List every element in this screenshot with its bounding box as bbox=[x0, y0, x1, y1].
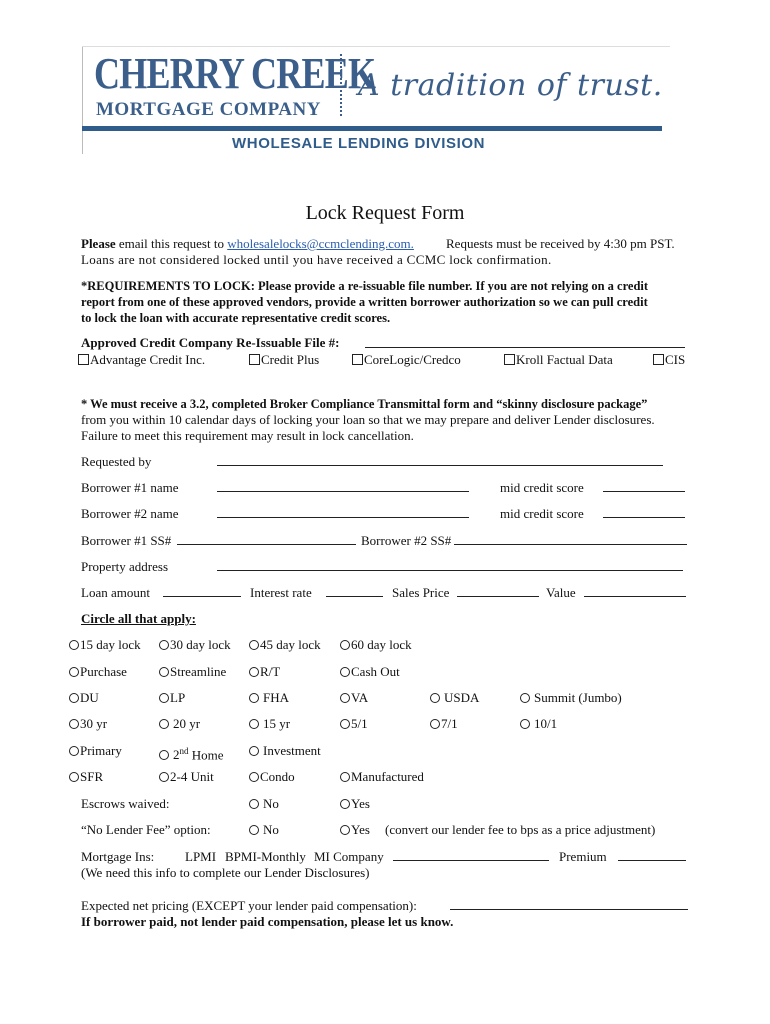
company-name-line2: MORTGAGE COMPANY bbox=[96, 99, 321, 120]
value-field[interactable] bbox=[584, 584, 686, 597]
option-2nd-home[interactable] bbox=[159, 743, 224, 763]
radio-circle[interactable] bbox=[430, 693, 440, 703]
option-label: 10/1 bbox=[534, 716, 558, 731]
option-label: Manufactured bbox=[351, 769, 424, 784]
option-label: Home bbox=[188, 747, 224, 763]
mortgage-ins-bpmi[interactable]: BPMI-Monthly bbox=[225, 849, 306, 864]
logo-frame-top bbox=[82, 46, 670, 47]
option-20-yr[interactable] bbox=[159, 716, 200, 732]
option-45-day-lock[interactable] bbox=[249, 637, 321, 653]
option-lp[interactable] bbox=[159, 690, 185, 706]
option-15-yr[interactable] bbox=[249, 716, 290, 732]
b2-ss-field[interactable] bbox=[454, 532, 687, 545]
intro-line2: Loans are not considered locked until you have received a CCMC lock confirmation. bbox=[81, 252, 552, 267]
radio-circle[interactable] bbox=[159, 772, 169, 782]
checkbox[interactable] bbox=[504, 354, 515, 365]
option-15-day-lock[interactable] bbox=[69, 637, 141, 653]
radio-circle[interactable] bbox=[159, 719, 169, 729]
borrower1-label: Borrower #1 name bbox=[81, 480, 179, 495]
option-fha[interactable] bbox=[249, 690, 289, 706]
radio-circle[interactable] bbox=[249, 640, 259, 650]
pricing-note: If borrower paid, not lender paid compensation, please let us know. bbox=[81, 914, 454, 929]
option-label: 7/1 bbox=[441, 716, 458, 731]
premium-field[interactable] bbox=[618, 848, 686, 861]
intro-line1 bbox=[81, 236, 414, 252]
credit-option-label: Advantage Credit Inc. bbox=[90, 352, 206, 367]
checkbox[interactable] bbox=[78, 354, 89, 365]
b2-ss-label: Borrower #2 SS# bbox=[361, 533, 452, 548]
tagline: A tradition of trust. bbox=[358, 68, 663, 103]
option-label: 15 day lock bbox=[80, 637, 141, 652]
option-label: 2 bbox=[173, 747, 180, 763]
borrower1-credit-field[interactable] bbox=[603, 479, 685, 492]
radio-circle[interactable] bbox=[340, 640, 350, 650]
mortgage-ins-note: (We need this info to complete our Lender Disclosures) bbox=[81, 865, 370, 880]
checkbox[interactable] bbox=[653, 354, 664, 365]
credit-option-creditplus[interactable] bbox=[249, 352, 319, 368]
checkbox[interactable] bbox=[249, 354, 260, 365]
mi-company-label: MI Company bbox=[314, 849, 384, 864]
checkbox[interactable] bbox=[352, 354, 363, 365]
option-60-day-lock[interactable] bbox=[340, 637, 412, 653]
option-label-superscript: nd bbox=[179, 746, 189, 756]
radio-circle[interactable] bbox=[430, 719, 440, 729]
option-label: Summit (Jumbo) bbox=[534, 690, 622, 705]
requirements-line2: report from one of these approved vendors, provide a written borrower authorization so we can pull credit bbox=[81, 295, 648, 309]
option-label: 5/1 bbox=[351, 716, 368, 731]
property-address-field[interactable] bbox=[217, 558, 683, 571]
logo-block bbox=[82, 46, 672, 156]
option-label: Condo bbox=[260, 769, 295, 784]
requested-by-field[interactable] bbox=[217, 453, 663, 466]
radio-circle[interactable] bbox=[69, 719, 79, 729]
option-label: 60 day lock bbox=[351, 637, 412, 652]
radio-circle[interactable] bbox=[69, 772, 79, 782]
mortgage-ins-lpmi[interactable]: LPMI bbox=[185, 849, 217, 864]
radio-circle[interactable] bbox=[69, 667, 79, 677]
credit-option-cis[interactable] bbox=[653, 352, 685, 368]
option-label: Streamline bbox=[170, 664, 227, 679]
option-primary[interactable] bbox=[69, 743, 122, 759]
intro-deadline: Requests must be received by 4:30 pm PST. bbox=[446, 236, 675, 251]
option-30-yr[interactable] bbox=[69, 716, 107, 732]
option-30-day-lock[interactable] bbox=[159, 637, 231, 653]
radio-circle[interactable] bbox=[340, 799, 350, 809]
mi-company-field[interactable] bbox=[393, 848, 549, 861]
no-lender-fee-yes[interactable] bbox=[340, 822, 370, 838]
radio-circle[interactable] bbox=[340, 825, 350, 835]
radio-circle[interactable] bbox=[249, 693, 259, 703]
option-label: Investment bbox=[263, 743, 321, 758]
credit-option-label: CoreLogic/Credco bbox=[364, 352, 461, 367]
radio-circle[interactable] bbox=[249, 719, 259, 729]
value-label: Value bbox=[546, 585, 576, 600]
intro-please: Please bbox=[81, 236, 116, 251]
option-label: Yes bbox=[351, 822, 370, 837]
credit-option-label: CIS bbox=[665, 352, 686, 367]
option-10-1[interactable] bbox=[520, 716, 557, 732]
radio-circle[interactable] bbox=[159, 640, 169, 650]
sales-price-field[interactable] bbox=[457, 584, 539, 597]
borrower1-credit-label: mid credit score bbox=[500, 480, 584, 495]
option-rt[interactable] bbox=[249, 664, 280, 680]
borrower2-label: Borrower #2 name bbox=[81, 506, 179, 521]
option-purchase[interactable] bbox=[69, 664, 127, 680]
option-label: No bbox=[263, 796, 279, 811]
radio-circle[interactable] bbox=[249, 746, 259, 756]
email-link[interactable]: wholesalelocks@ccmclending.com. bbox=[227, 236, 414, 251]
compliance-line3: Failure to meet this requirement may result in lock cancellation. bbox=[81, 428, 414, 443]
option-cash-out[interactable] bbox=[340, 664, 400, 680]
radio-circle[interactable] bbox=[159, 667, 169, 677]
borrower2-credit-label: mid credit score bbox=[500, 506, 584, 521]
radio-circle[interactable] bbox=[249, 667, 259, 677]
option-label: Yes bbox=[351, 796, 370, 811]
premium-label: Premium bbox=[559, 849, 607, 864]
property-address-label: Property address bbox=[81, 559, 169, 574]
option-label: DU bbox=[80, 690, 99, 705]
option-label: FHA bbox=[263, 690, 290, 705]
radio-circle[interactable] bbox=[159, 693, 169, 703]
option-condo[interactable] bbox=[249, 769, 295, 785]
credit-option-label: Credit Plus bbox=[261, 352, 320, 367]
option-label: USDA bbox=[444, 690, 480, 705]
option-label: 30 day lock bbox=[170, 637, 231, 652]
credit-option-corelogic[interactable] bbox=[352, 352, 461, 368]
radio-circle[interactable] bbox=[159, 750, 169, 760]
option-2-4-unit[interactable] bbox=[159, 769, 214, 785]
escrows-yes[interactable] bbox=[340, 796, 370, 812]
no-lender-fee-label: “No Lender Fee” option: bbox=[81, 822, 211, 837]
compliance-line1: * We must receive a 3.2, completed Broker Compliance Transmittal form and “skinny disclosure package” bbox=[81, 397, 648, 411]
mortgage-ins-label: Mortgage Ins: bbox=[81, 849, 155, 864]
option-label: SFR bbox=[80, 769, 104, 784]
radio-circle[interactable] bbox=[340, 693, 350, 703]
option-label: Primary bbox=[80, 743, 122, 758]
requested-by-label: Requested by bbox=[81, 454, 152, 469]
division-name: WHOLESALE LENDING DIVISION bbox=[232, 135, 486, 152]
header-rule bbox=[82, 126, 662, 131]
option-summit-jumbo[interactable] bbox=[520, 690, 622, 706]
radio-circle[interactable] bbox=[340, 667, 350, 677]
option-label: 45 day lock bbox=[260, 637, 321, 652]
sales-price-label: Sales Price bbox=[392, 585, 450, 600]
option-label: VA bbox=[351, 690, 369, 705]
radio-circle[interactable] bbox=[520, 693, 530, 703]
expected-pricing-field[interactable] bbox=[450, 897, 688, 910]
option-label: No bbox=[263, 822, 279, 837]
company-name-line1: CHERRY CREEK bbox=[94, 49, 376, 98]
circle-all-label: Circle all that apply: bbox=[81, 611, 196, 626]
radio-circle[interactable] bbox=[249, 799, 259, 809]
compliance-line2: from you within 10 calendar days of locking your loan so that we may prepare and deliver Lender disclosures. bbox=[81, 412, 655, 427]
no-lender-fee-note: (convert our lender fee to bps as a price adjustment) bbox=[385, 822, 656, 837]
no-lender-fee-no[interactable] bbox=[249, 822, 279, 838]
requirements-line3: to lock the loan with accurate representative credit scores. bbox=[81, 311, 391, 325]
credit-option-kroll[interactable] bbox=[504, 352, 613, 368]
option-5-1[interactable] bbox=[340, 716, 368, 732]
option-label: R/T bbox=[260, 664, 281, 679]
option-label: Cash Out bbox=[351, 664, 400, 679]
radio-circle[interactable] bbox=[69, 640, 79, 650]
borrower2-name-field[interactable] bbox=[217, 505, 469, 518]
borrower2-credit-field[interactable] bbox=[603, 505, 685, 518]
credit-company-label: Approved Credit Company Re-Issuable File #: bbox=[81, 335, 340, 350]
option-label: Purchase bbox=[80, 664, 127, 679]
expected-pricing-label: Expected net pricing (EXCEPT your lender paid compensation): bbox=[81, 898, 417, 913]
option-label: 30 yr bbox=[80, 716, 108, 731]
radio-circle[interactable] bbox=[249, 772, 259, 782]
borrower1-name-field[interactable] bbox=[217, 479, 469, 492]
radio-circle[interactable] bbox=[520, 719, 530, 729]
option-streamline[interactable] bbox=[159, 664, 226, 680]
loan-amount-field[interactable] bbox=[163, 584, 241, 597]
logo-frame-left bbox=[82, 46, 83, 154]
radio-circle[interactable] bbox=[340, 772, 350, 782]
option-label: 20 yr bbox=[173, 716, 201, 731]
credit-option-advantage[interactable] bbox=[78, 352, 205, 368]
b1-ss-field[interactable] bbox=[177, 532, 356, 545]
escrows-no[interactable] bbox=[249, 796, 279, 812]
interest-rate-field[interactable] bbox=[326, 584, 383, 597]
option-label: 15 yr bbox=[263, 716, 291, 731]
option-label: LP bbox=[170, 690, 186, 705]
loan-amount-label: Loan amount bbox=[81, 585, 150, 600]
option-7-1[interactable] bbox=[430, 716, 458, 732]
option-usda[interactable] bbox=[430, 690, 479, 706]
option-manufactured[interactable] bbox=[340, 769, 424, 785]
credit-file-number-line[interactable] bbox=[365, 335, 685, 348]
credit-option-label: Kroll Factual Data bbox=[516, 352, 613, 367]
option-va[interactable] bbox=[340, 690, 368, 706]
radio-circle[interactable] bbox=[69, 693, 79, 703]
option-du[interactable] bbox=[69, 690, 99, 706]
page-title: Lock Request Form bbox=[305, 202, 465, 224]
radio-circle[interactable] bbox=[249, 825, 259, 835]
requirements-line1: *REQUIREMENTS TO LOCK: Please provide a re-issuable file number. If you are not relying on a credit bbox=[81, 279, 649, 293]
radio-circle[interactable] bbox=[69, 746, 79, 756]
intro-text1: email this request to bbox=[115, 236, 228, 251]
option-investment[interactable] bbox=[249, 743, 321, 759]
logo-divider-dots bbox=[340, 54, 342, 116]
escrows-label: Escrows waived: bbox=[81, 796, 170, 811]
b1-ss-label: Borrower #1 SS# bbox=[81, 533, 172, 548]
radio-circle[interactable] bbox=[340, 719, 350, 729]
interest-rate-label: Interest rate bbox=[250, 585, 312, 600]
option-sfr[interactable] bbox=[69, 769, 103, 785]
option-label: 2-4 Unit bbox=[170, 769, 214, 784]
